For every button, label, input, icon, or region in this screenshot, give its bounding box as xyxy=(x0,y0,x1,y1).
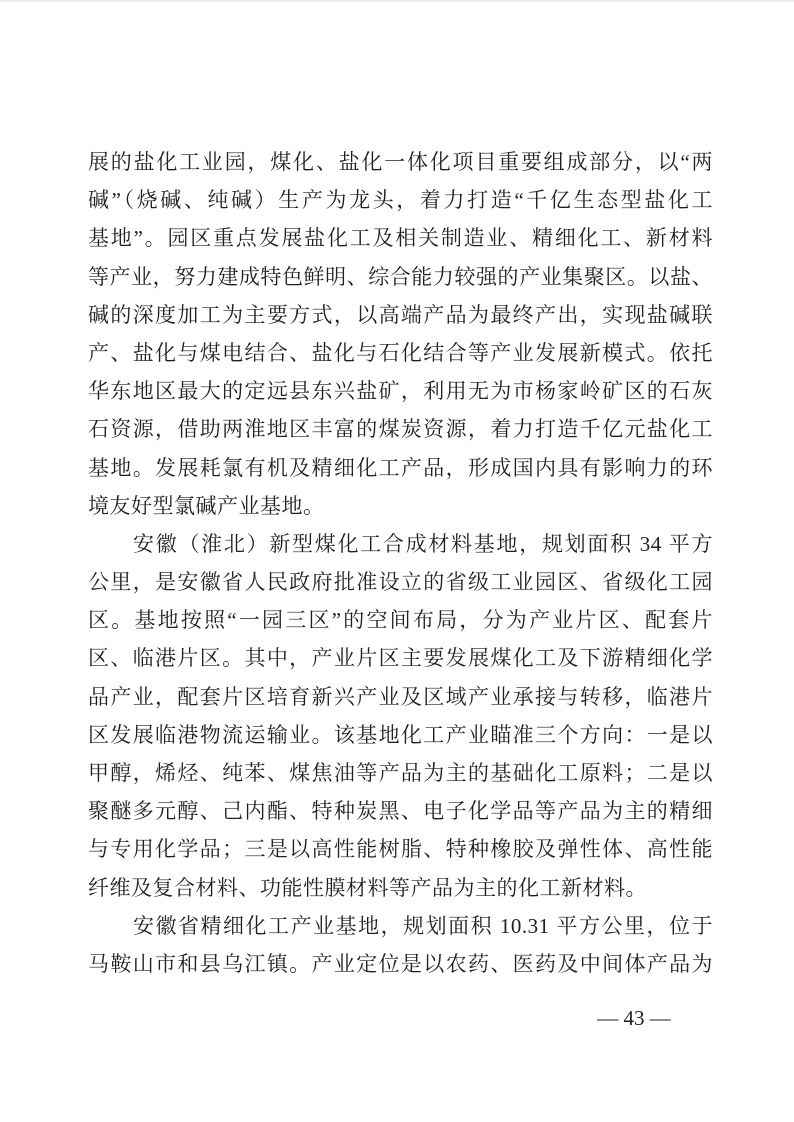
scan-edge-artifact xyxy=(0,0,794,2)
document-text xyxy=(88,143,713,983)
text-line: 华东地区最大的定远县东兴盐矿，利用无为市杨家岭矿区的石灰 xyxy=(88,379,713,404)
text-line: 区发展临港物流运输业。该基地化工产业瞄准三个方向：一是以 xyxy=(88,722,713,747)
text-line: 碱”（烧碱、纯碱）生产为龙头，着力打造“千亿生态型盐化工 xyxy=(88,188,713,213)
text-line: 等产业，努力建成特色鲜明、综合能力较强的产业集聚区。以盐、 xyxy=(88,264,713,289)
text-line: 区、临港片区。其中，产业片区主要发展煤化工及下游精细化学 xyxy=(88,646,713,671)
text-line: 安徽（淮北）新型煤化工合成材料基地，规划面积 34 平方 xyxy=(133,531,713,556)
text-line: 产、盐化与煤电结合、盐化与石化结合等产业发展新模式。依托 xyxy=(88,340,713,365)
text-line: 纤维及复合材料、功能性膜材料等产品为主的化工新材料。 xyxy=(88,875,647,900)
text-line: 公里，是安徽省人民政府批准设立的省级工业园区、省级化工园 xyxy=(88,570,713,595)
text-line: 聚醚多元醇、己内酯、特种炭黑、电子化学品等产品为主的精细 xyxy=(88,799,713,824)
text-line: 品产业，配套片区培育新兴产业及区域产业承接与转移，临港片 xyxy=(88,684,713,709)
text-line: 境友好型氯碱产业基地。 xyxy=(88,493,325,518)
text-line: 石资源，借助两淮地区丰富的煤炭资源，着力打造千亿元盐化工 xyxy=(88,417,713,442)
text-line: 甲醇，烯烃、纯苯、煤焦油等产品为主的基础化工原料；二是以 xyxy=(88,761,713,785)
page-number-text: — 43 — xyxy=(597,1006,671,1030)
text-line: 基地。发展耗氯有机及精细化工产品，形成国内具有影响力的环 xyxy=(88,455,713,480)
text-line: 安徽省精细化工产业基地，规划面积 10.31 平方公里，位于 xyxy=(133,913,713,938)
text-line: 与专用化学品；三是以高性能树脂、特种橡胶及弹性体、高性能 xyxy=(88,837,713,862)
page-number xyxy=(589,1004,679,1032)
text-line: 区。基地按照“一园三区”的空间布局，分为产业片区、配套片 xyxy=(88,608,713,633)
text-line: 基地”。园区重点发展盐化工及相关制造业、精细化工、新材料 xyxy=(88,226,713,251)
text-line: 马鞍山市和县乌江镇。产业定位是以农药、医药及中间体产品为 xyxy=(88,951,713,976)
text-line: 展的盐化工业园，煤化、盐化一体化项目重要组成部分，以“两 xyxy=(88,150,713,174)
text-line: 碱的深度加工为主要方式，以高端产品为最终产出，实现盐碱联 xyxy=(88,302,713,327)
